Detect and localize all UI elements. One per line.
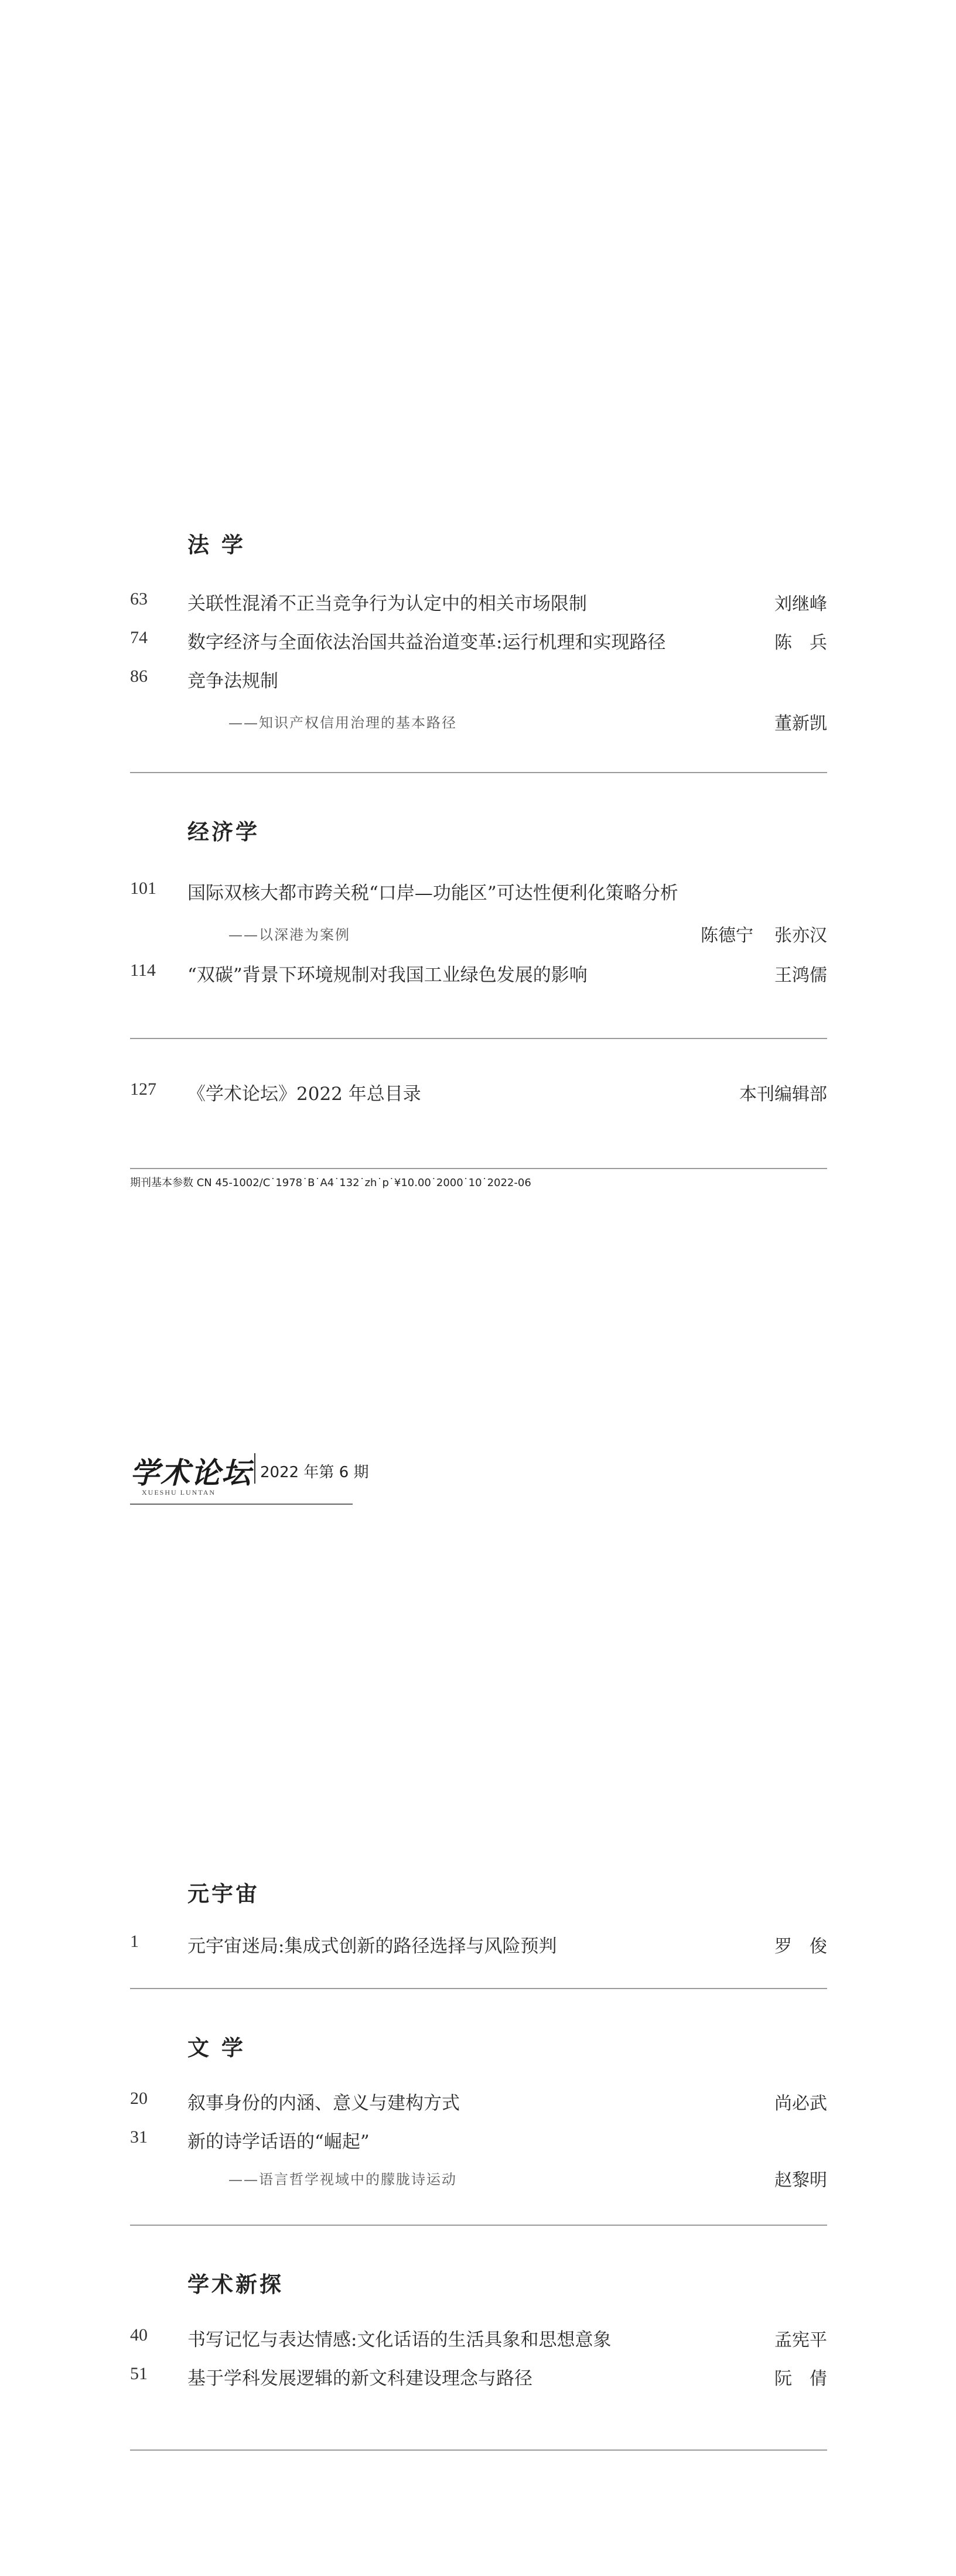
section-divider [130,1038,827,1039]
section-title: 法 学 [187,532,245,558]
journal-logo: 学术论坛 [130,1456,252,1490]
article-title[interactable]: 《学术论坛》2022 年总目录 [187,1084,421,1105]
article-author: 陈德宁 [701,925,753,946]
article-author: 本刊编辑部 [739,1084,827,1105]
footnote-divider [130,1168,827,1169]
article-author: 阮 倩 [774,2369,827,2389]
page-number: 101 [130,879,156,898]
page-number: 20 [130,2089,148,2108]
section-divider [130,2449,827,2451]
section-divider [130,1988,827,1989]
article-title[interactable]: 国际双核大都市跨关税“口岸—功能区”可达性便利化策略分析 [187,883,678,904]
page-number: 40 [130,2325,148,2345]
page-number: 114 [130,961,156,980]
page-number: 86 [130,667,148,686]
article-author: 刘继峰 [774,594,827,614]
article-subtitle: ——知识产权信用治理的基本路径 [228,715,457,731]
article-title[interactable]: 元宇宙迷局:集成式创新的路径选择与风险预判 [187,1936,557,1957]
article-author: 尚必武 [774,2093,827,2114]
page-number: 1 [130,1932,139,1951]
article-author: 董新凯 [774,713,827,734]
article-title[interactable]: 关联性混淆不正当竞争行为认定中的相关市场限制 [187,593,587,614]
section-divider [130,772,827,773]
article-title[interactable]: 竞争法规制 [187,671,278,692]
section-title: 元宇宙 [187,1881,260,1907]
article-authors [701,921,827,947]
article-title[interactable]: 叙事身份的内涵、意义与建构方式 [187,2093,460,2114]
logo-divider [254,1453,255,1484]
article-subtitle: ——以深港为案例 [228,927,350,943]
article-author: 张亦汉 [774,925,827,946]
section-title: 经济学 [187,819,260,845]
issue-label: 2022 年第 6 期 [260,1464,369,1481]
article-title[interactable]: 基于学科发展逻辑的新文科建设理念与路径 [187,2368,532,2389]
article-subtitle: ——语言哲学视域中的朦胧诗运动 [228,2171,457,2188]
journal-parameters: 期刊基本参数 CN 45-1002/C˙1978˙B˙A4˙132˙zh˙p˙¥10.00˙2000˙10˙2022-06 [130,1177,531,1189]
section-title: 学术新探 [187,2271,284,2297]
article-title[interactable]: “双碳”背景下环境规制对我国工业绿色发展的影响 [187,965,588,986]
masthead-underline [130,1504,353,1505]
journal-logo-pinyin: XUESHU LUNTAN [142,1488,216,1497]
section-divider [130,2225,827,2226]
page-number: 51 [130,2364,148,2383]
page-number: 63 [130,589,148,609]
article-title[interactable]: 书写记忆与表达情感:文化话语的生活具象和思想意象 [187,2329,612,2350]
article-author: 罗 俊 [774,1936,827,1957]
article-title[interactable]: 新的诗学话语的“崛起” [187,2131,370,2153]
article-author: 赵黎明 [774,2170,827,2191]
page-number: 31 [130,2127,148,2147]
article-title[interactable]: 数字经济与全面依法治国共益治道变革:运行机理和实现路径 [187,632,666,653]
article-author: 王鸿儒 [774,965,827,986]
article-author: 陈 兵 [774,633,827,653]
page-number: 127 [130,1079,156,1099]
section-title: 文 学 [187,2035,245,2061]
article-author: 孟宪平 [774,2330,827,2350]
page-number: 74 [130,628,148,647]
